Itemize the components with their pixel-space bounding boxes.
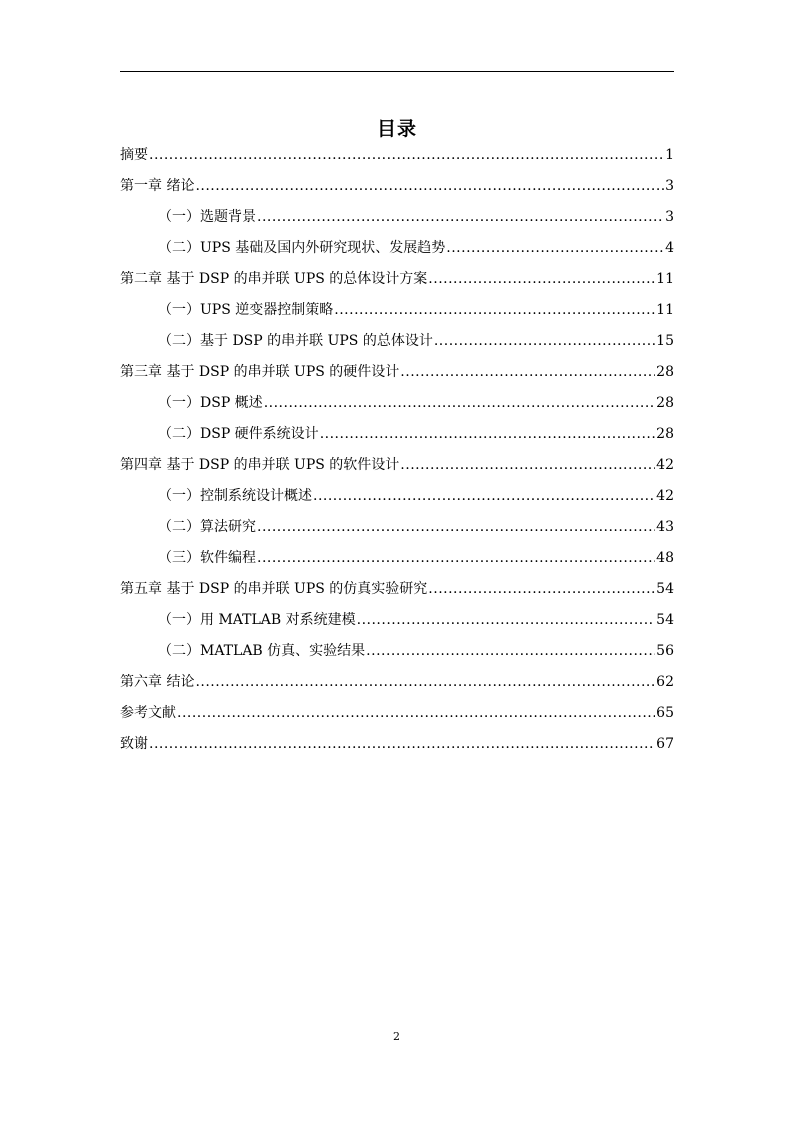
- toc-dot-leader: [195, 669, 655, 695]
- toc-entry-page: 65: [656, 705, 674, 721]
- toc-entry[interactable]: [120, 483, 674, 514]
- toc-entry[interactable]: [120, 359, 674, 390]
- toc-dot-leader: [446, 235, 664, 261]
- toc-entry[interactable]: [120, 173, 674, 204]
- toc-dot-leader: [149, 731, 655, 757]
- toc-entry[interactable]: [120, 607, 674, 638]
- toc-entry-page: 11: [656, 302, 674, 318]
- toc-entry-page: 42: [656, 457, 674, 473]
- toc-dot-leader: [313, 483, 655, 509]
- toc-entry-page: 62: [656, 674, 674, 690]
- toc-dot-leader: [428, 266, 655, 292]
- toc-entry-page: 67: [656, 736, 674, 752]
- toc-entry-page: 43: [656, 519, 674, 535]
- header-rule: [120, 71, 674, 72]
- toc-dot-leader: [177, 700, 655, 726]
- toc-dot-leader: [400, 359, 655, 385]
- toc-entry-label: （一）DSP 概述: [158, 395, 263, 411]
- toc-entry[interactable]: [120, 638, 674, 669]
- toc-entry-label: （一）选题背景: [158, 209, 256, 225]
- toc-dot-leader: [357, 607, 656, 633]
- toc-dot-leader: [320, 421, 655, 447]
- toc-entry[interactable]: [120, 390, 674, 421]
- toc-entry[interactable]: [120, 266, 674, 297]
- toc-entry-page: 4: [665, 240, 674, 256]
- toc-entry-label: 第二章 基于 DSP 的串并联 UPS 的总体设计方案: [120, 271, 428, 287]
- toc-entry[interactable]: [120, 328, 674, 359]
- toc-entry[interactable]: [120, 235, 674, 266]
- toc-entry-label: 第三章 基于 DSP 的串并联 UPS 的硬件设计: [120, 364, 400, 380]
- toc-entry-label: （二）基于 DSP 的串并联 UPS 的总体设计: [158, 333, 433, 349]
- toc-entry-page: 11: [656, 271, 674, 287]
- toc-entry-label: 第五章 基于 DSP 的串并联 UPS 的仿真实验研究: [120, 581, 428, 597]
- toc-entry-page: 15: [656, 333, 674, 349]
- toc-entry-page: 28: [656, 395, 674, 411]
- toc-entry-page: 48: [656, 550, 674, 566]
- table-of-contents: [120, 142, 674, 762]
- toc-dot-leader: [195, 173, 664, 199]
- toc-dot-leader: [149, 142, 664, 168]
- toc-entry-label: 致谢: [120, 736, 148, 752]
- toc-entry-label: 第四章 基于 DSP 的串并联 UPS 的软件设计: [120, 457, 400, 473]
- toc-entry[interactable]: [120, 545, 674, 576]
- toc-entry-page: 54: [656, 581, 674, 597]
- toc-entry-page: 1: [665, 147, 674, 163]
- toc-entry-label: （三）软件编程: [158, 550, 256, 566]
- toc-entry-page: 56: [656, 643, 674, 659]
- toc-entry[interactable]: [120, 514, 674, 545]
- toc-dot-leader: [264, 390, 655, 416]
- toc-title: 目录: [376, 117, 417, 140]
- toc-entry-label: 参考文献: [120, 705, 176, 721]
- toc-entry[interactable]: [120, 297, 674, 328]
- toc-entry-label: （二）算法研究: [158, 519, 256, 535]
- toc-entry-label: （一）用 MATLAB 对系统建模: [158, 612, 356, 628]
- toc-entry-label: 第六章 结论: [120, 674, 195, 690]
- page-number: 2: [393, 1030, 400, 1043]
- toc-entry-page: 54: [656, 612, 674, 628]
- toc-entry-label: （二）UPS 基础及国内外研究现状、发展趋势: [158, 240, 446, 256]
- toc-entry-label: 摘要: [120, 147, 148, 163]
- toc-entry-label: （一）UPS 逆变器控制策略: [158, 302, 334, 318]
- toc-entry-page: 28: [656, 426, 674, 442]
- toc-entry[interactable]: [120, 452, 674, 483]
- toc-entry[interactable]: [120, 142, 674, 173]
- toc-entry[interactable]: [120, 700, 674, 731]
- toc-dot-leader: [257, 204, 664, 230]
- toc-entry-page: 3: [665, 178, 674, 194]
- toc-dot-leader: [334, 297, 655, 323]
- toc-dot-leader: [400, 452, 655, 478]
- toc-dot-leader: [257, 514, 655, 540]
- toc-entry-label: （一）控制系统设计概述: [158, 488, 312, 504]
- toc-dot-leader: [428, 576, 655, 602]
- toc-dot-leader: [366, 638, 655, 664]
- toc-entry[interactable]: [120, 421, 674, 452]
- toc-entry[interactable]: [120, 669, 674, 700]
- toc-entry-label: （二）DSP 硬件系统设计: [158, 426, 319, 442]
- toc-entry-page: 3: [665, 209, 674, 225]
- toc-entry[interactable]: [120, 204, 674, 235]
- toc-entry-page: 42: [656, 488, 674, 504]
- toc-entry[interactable]: [120, 576, 674, 607]
- toc-dot-leader: [257, 545, 655, 571]
- toc-entry[interactable]: [120, 731, 674, 762]
- toc-entry-label: （二）MATLAB 仿真、实验结果: [158, 643, 366, 659]
- toc-dot-leader: [434, 328, 655, 354]
- toc-entry-label: 第一章 绪论: [120, 178, 195, 194]
- toc-entry-page: 28: [656, 364, 674, 380]
